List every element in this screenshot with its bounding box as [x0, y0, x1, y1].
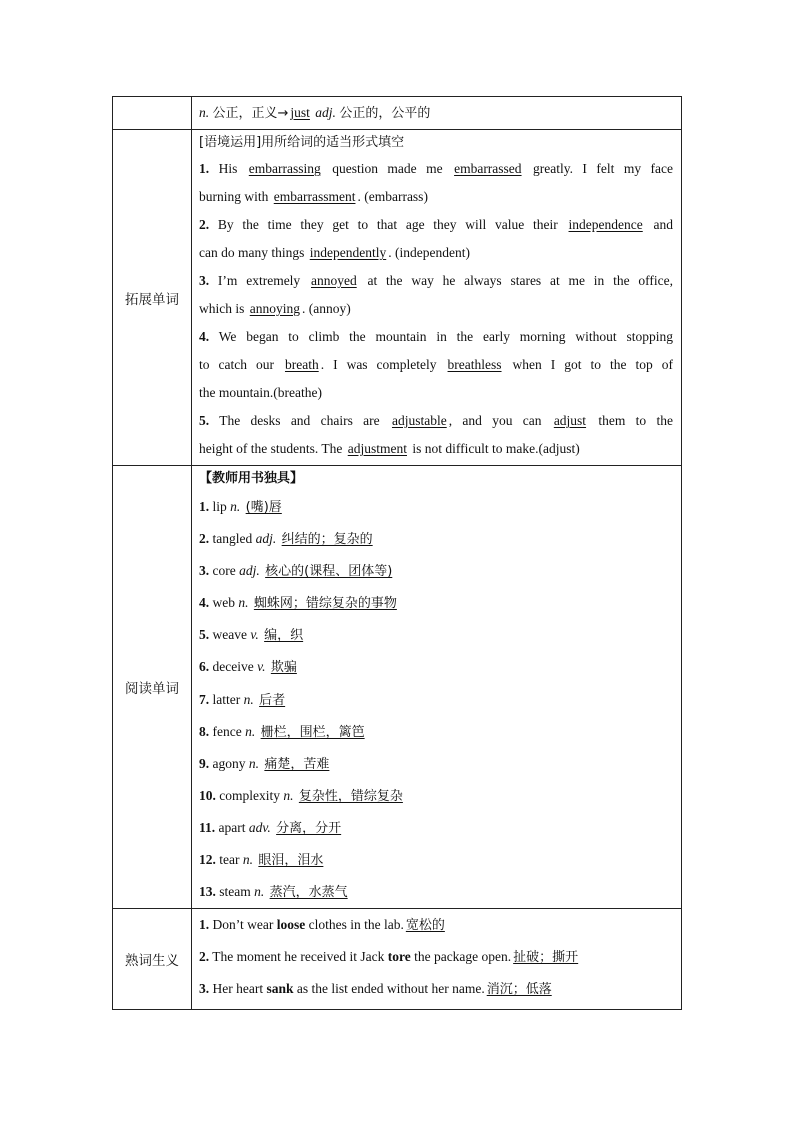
item-number: 3.	[199, 273, 210, 288]
sentence-text: at the way he always stares at me in the office,	[367, 273, 674, 288]
word-meaning: 眼泪，泪水	[258, 853, 324, 869]
word-meaning: 蒸汽，水蒸气	[269, 885, 348, 901]
expand-cell	[192, 130, 682, 466]
instruction-text: 用所给词的适当形式填空	[261, 135, 405, 150]
reading-word-item	[199, 523, 673, 555]
pos-label: n.	[230, 499, 241, 514]
answer-blank: annoying	[249, 301, 300, 316]
item-number: 2.	[199, 949, 210, 965]
vocab-word: deceive	[212, 659, 254, 675]
vocab-word: core	[212, 563, 236, 579]
sentence-text: the package open.	[414, 949, 512, 965]
reading-word-item	[199, 844, 673, 876]
item-number: 2.	[199, 531, 210, 547]
word-meaning: (嘴)唇	[245, 500, 282, 515]
pos-label: n.	[199, 105, 210, 120]
word-meaning: 后者	[259, 692, 286, 708]
item-number: 10.	[199, 787, 216, 803]
vocab-word: complexity	[219, 787, 280, 803]
reading-word-item	[199, 619, 673, 651]
sentence-text: Don’t wear	[212, 917, 274, 933]
vocab-word: tear	[219, 852, 240, 868]
row-expand-words	[113, 130, 682, 466]
key-word: sank	[266, 981, 294, 997]
familiar-sentence	[199, 941, 673, 973]
row-label-reading: 阅读单词	[113, 466, 192, 909]
pos-label: adj.	[255, 531, 277, 547]
sentence-text: . (embarrass)	[357, 189, 428, 204]
vocab-word: fence	[212, 723, 242, 739]
sentence-text: height of the students. The	[199, 441, 343, 456]
teacher-book-header: 【教师用书独具】	[199, 471, 304, 486]
reading-word-item	[199, 555, 673, 587]
answer-blank: independence	[568, 217, 643, 232]
reading-word-item	[199, 876, 673, 908]
sentence-5	[199, 407, 673, 435]
sentence-text: . (annoy)	[302, 301, 351, 316]
reading-word-item	[199, 651, 673, 683]
item-number: 11.	[199, 819, 216, 835]
familiar-sentence	[199, 973, 673, 1005]
answer-blank: adjustable	[391, 413, 447, 428]
pos-label: adj.	[315, 105, 336, 120]
sentence-3	[199, 267, 673, 295]
item-number: 5.	[199, 413, 210, 428]
sentence-text: By the time they get to that age they will value their	[217, 217, 558, 232]
word-meaning: 纠结的；复杂的	[281, 532, 373, 548]
reading-word-item	[199, 780, 673, 812]
answer-blank: embarrassed	[454, 161, 522, 176]
sentence-text: The moment he received it Jack	[212, 949, 385, 965]
sentence-text: clothes in the lab.	[308, 917, 404, 933]
answer-blank: adjustment	[347, 441, 407, 456]
sentence-text: We began to climb the mountain in the early morning without stopping	[218, 329, 673, 344]
sentence-text: I’m extremely	[217, 273, 301, 288]
sentence-4-cont	[199, 351, 673, 379]
word-meaning: 编，织	[264, 628, 304, 644]
familiar-sentence	[199, 909, 673, 941]
item-number: 8.	[199, 723, 210, 739]
sentence-text: them to the	[598, 413, 673, 428]
sentence-text: The desks and chairs are	[219, 413, 380, 428]
item-number: 6.	[199, 659, 210, 675]
pos-label: n.	[248, 755, 259, 771]
item-number: 4.	[199, 595, 210, 611]
vocab-word: agony	[212, 755, 246, 771]
vocab-word: weave	[212, 627, 247, 643]
row-reading-words	[113, 466, 682, 909]
word-meaning: 核心的(课程、团体等)	[265, 564, 393, 580]
pos-label: adj.	[239, 563, 260, 579]
reading-word-item	[199, 716, 673, 748]
sentence-2	[199, 211, 673, 239]
sentence-text: the mountain.(breathe)	[199, 385, 322, 400]
row-label-empty	[113, 97, 192, 130]
pos-label: v.	[257, 659, 266, 675]
answer-blank: independently	[309, 245, 387, 260]
sentence-1-cont	[199, 183, 673, 211]
item-number: 2.	[199, 217, 210, 232]
sentence-text: which is	[199, 301, 245, 316]
sentence-text: when I got to the top of	[512, 357, 673, 372]
key-word: loose	[276, 917, 306, 933]
row-label-familiar: 熟词生义	[113, 909, 192, 1010]
context-bracket: [语境运用]	[199, 135, 262, 150]
familiar-cell	[192, 909, 682, 1010]
continuation-cell	[192, 97, 682, 130]
pos-label: v.	[250, 627, 259, 643]
sentence-2-cont	[199, 239, 673, 267]
sentence-text: greatly. I felt my face	[533, 161, 673, 176]
sentence-text: can do many things	[199, 245, 305, 260]
answer-blank: embarrassment	[273, 189, 356, 204]
answer-blank: breathless	[447, 357, 502, 372]
pos-label: n.	[254, 884, 265, 900]
word-meaning: 扯破；撕开	[513, 950, 579, 966]
vocab-word: tangled	[212, 531, 253, 547]
word-meaning: 分离，分开	[276, 820, 342, 836]
sentence-text: Her heart	[212, 981, 264, 997]
word-meaning: 消沉；低落	[486, 982, 552, 998]
answer-blank: embarrassing	[248, 161, 321, 176]
reading-word-item	[199, 587, 673, 619]
word-meaning: 栅栏，围栏，篱笆	[260, 724, 365, 740]
row-familiar-words	[113, 909, 682, 1010]
sentence-text: as the list ended without her name.	[296, 981, 485, 997]
word-meaning: 复杂性，错综复杂	[298, 788, 403, 804]
pos-label: adv.	[248, 819, 271, 835]
row-label-expand: 拓展单词	[113, 130, 192, 466]
sentence-text: His	[218, 161, 238, 176]
word-meaning: 欺骗	[270, 660, 297, 676]
answer-blank: annoyed	[310, 273, 357, 288]
reading-cell	[192, 466, 682, 909]
item-number: 9.	[199, 755, 210, 771]
pos-label: n.	[238, 595, 249, 611]
reading-word-item	[199, 491, 673, 523]
sentence-text: and	[653, 217, 673, 232]
sentence-text: question made me	[332, 161, 443, 176]
vocab-word: steam	[219, 884, 251, 900]
meaning-text: 公正的，公平的	[339, 106, 431, 121]
reading-word-list	[199, 491, 673, 908]
answer-word: just	[290, 105, 310, 120]
sentence-text: to catch our	[199, 357, 274, 372]
sentence-4-end	[199, 379, 673, 407]
answer-blank: breath	[284, 357, 319, 372]
pos-label: n.	[245, 723, 256, 739]
vocab-word: apart	[218, 819, 246, 835]
vocab-word: lip	[212, 499, 227, 514]
item-number: 3.	[199, 563, 210, 579]
sentence-text: . (independent)	[388, 245, 470, 260]
word-meaning: 痛楚，苦难	[264, 756, 330, 772]
reading-word-item	[199, 812, 673, 844]
pos-label: n.	[283, 787, 294, 803]
sentence-text: . I was completely	[320, 357, 437, 372]
item-number: 3.	[199, 981, 210, 997]
sentence-3-cont	[199, 295, 673, 323]
item-number: 13.	[199, 884, 216, 900]
reading-word-item	[199, 748, 673, 780]
vocab-word: latter	[212, 691, 241, 707]
item-number: 1.	[199, 917, 210, 933]
item-number: 5.	[199, 627, 210, 643]
word-meaning: 宽松的	[405, 918, 445, 934]
sentence-text: , and you can	[448, 413, 542, 428]
vocabulary-table	[112, 96, 682, 1010]
sentence-text: burning with	[199, 189, 269, 204]
meaning-text: 公正，正义→	[212, 106, 289, 121]
sentence-5-cont	[199, 435, 673, 465]
pos-label: n.	[243, 691, 254, 707]
sentence-text: is not difficult to make.(adjust)	[412, 441, 580, 456]
item-number: 12.	[199, 852, 216, 868]
sentence-1	[199, 155, 673, 183]
item-number: 4.	[199, 329, 210, 344]
answer-blank: adjust	[553, 413, 587, 428]
key-word: tore	[387, 949, 411, 965]
item-number: 1.	[199, 161, 210, 176]
vocab-word: web	[212, 595, 235, 611]
item-number: 7.	[199, 691, 210, 707]
reading-word-item	[199, 684, 673, 716]
sentence-4	[199, 323, 673, 351]
word-meaning: 蜘蛛网；错综复杂的事物	[253, 596, 397, 612]
pos-label: n.	[242, 852, 253, 868]
familiar-word-list	[199, 909, 673, 1009]
row-continuation	[113, 97, 682, 130]
item-number: 1.	[199, 499, 210, 514]
